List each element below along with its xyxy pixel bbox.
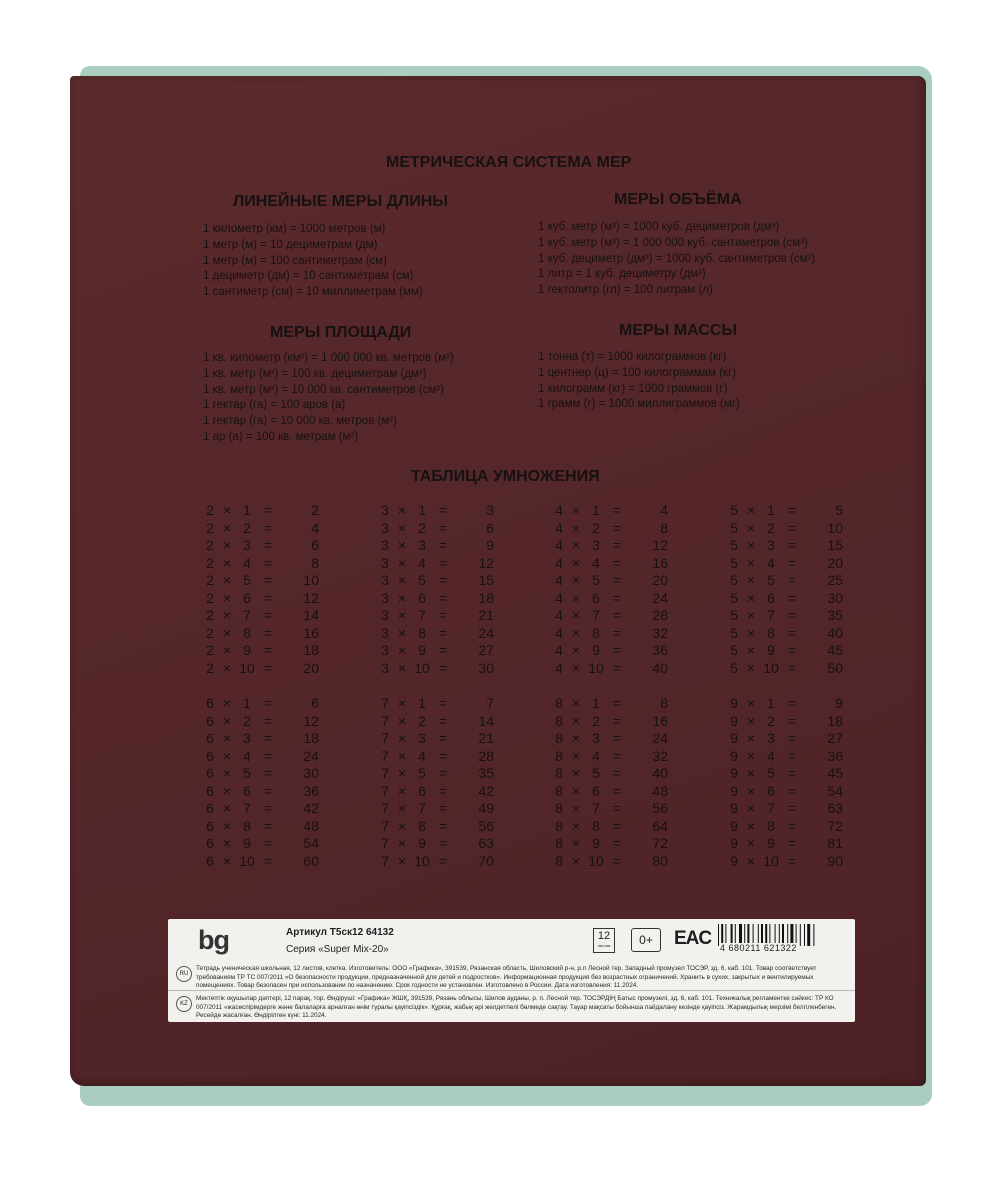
multiplication-row: 6 × 3 = 18	[206, 730, 319, 746]
multiplication-row: 5 × 6 = 30	[730, 589, 843, 606]
area-line: 1 кв. километр (км²) = 1 000 000 кв. метров (м²)	[203, 352, 454, 364]
area-list	[203, 351, 454, 446]
multiplication-row: 4 × 9 = 36	[555, 642, 668, 658]
multiplication-row: 9 × 9 = 81	[730, 835, 843, 851]
sheets-word: листов	[597, 943, 611, 948]
area-line: 1 кв. метр (м²) = 10 000 кв. сантиметров (см²)	[203, 383, 444, 396]
multiplication-row: 3 × 10 = 30	[381, 659, 494, 676]
kz-lang-badge: KZ	[176, 996, 192, 1012]
length-title: ЛИНЕЙНЫЕ МЕРЫ ДЛИНЫ	[233, 193, 448, 210]
multiplication-row: 8 × 10 = 80	[555, 852, 668, 869]
sheets-count-badge	[593, 928, 615, 953]
multiplication-block	[203, 502, 319, 677]
multiplication-block	[552, 502, 668, 677]
length-line: 1 метр (м) = 10 дециметрам (дм)	[203, 238, 378, 251]
multiplication-row: 3 × 9 = 27	[381, 642, 494, 658]
multiplication-row: 9 × 4 = 36	[730, 747, 843, 764]
length-line: 1 дециметр (дм) = 10 сантиметрам (см)	[203, 270, 414, 283]
multiplication-row: 2 × 2 = 4	[206, 519, 319, 536]
multiplication-row: 4 × 1 = 4	[555, 502, 668, 518]
multiplication-row: 4 × 8 = 32	[555, 624, 668, 641]
product-label	[168, 919, 855, 1022]
multiplication-row: 8 × 5 = 40	[555, 765, 668, 781]
multiplication-block	[727, 695, 843, 870]
multiplication-block	[378, 695, 494, 870]
length-line: 1 сантиметр (см) = 10 миллиметрам (мм)	[203, 286, 423, 299]
multiplication-row: 9 × 6 = 54	[730, 782, 843, 799]
multiplication-row: 2 × 4 = 8	[206, 554, 319, 571]
volume-line: 1 куб. метр (м³) = 1 000 000 куб. сантиметров (см³)	[538, 236, 808, 249]
multiplication-row: 7 × 7 = 49	[381, 800, 494, 816]
multiplication-row: 9 × 3 = 27	[730, 730, 843, 746]
kz-description: Мектептік оқушылар дәптері, 12 парақ, тор. Өндіруші: «Графика» ЖШҚ, 391539, Рязань облысы, Шилов ауданы, р. п. Лесной тер. ТОСЭРДІҢ Батыс промузелі, зд. 6, каб. 101. Техникалық регламентке сәйкес: ТР КО 007/2011 «жасөспірімдерге және балаларға арналған өнім туралы қауіпсіздік». Құрғақ, жабық әрі желдетпелі бөлмеде сақтау. Тауар мақсаты бойынша пайдалану кезінде қауіпсіз. Жарамдылық мерзімі белгіленбеген. Ресейде жасалған. Өндірілген күні: 11.2024.	[196, 995, 837, 1019]
multiplication-row: 7 × 10 = 70	[381, 852, 494, 869]
multiplication-row: 6 × 10 = 60	[206, 852, 319, 869]
mass-line: 1 грамм (г) = 1000 миллиграммов (мг)	[538, 398, 740, 411]
mass-line: 1 килограмм (кг) = 1000 граммов (г)	[538, 382, 728, 395]
multiplication-block	[727, 502, 843, 677]
multiplication-row: 3 × 3 = 9	[381, 537, 494, 553]
multiplication-row: 7 × 4 = 28	[381, 747, 494, 764]
multiplication-row: 4 × 6 = 24	[555, 589, 668, 606]
main-title: МЕТРИЧЕСКАЯ СИСТЕМА МЕР	[386, 154, 632, 171]
mass-line: 1 центнер (ц) = 100 килограммам (кг)	[538, 366, 737, 379]
multiplication-row: 9 × 10 = 90	[730, 852, 843, 869]
multiplication-row: 5 × 5 = 25	[730, 572, 843, 588]
multiplication-row: 8 × 8 = 64	[555, 817, 668, 834]
multiplication-row: 3 × 8 = 24	[381, 624, 494, 641]
multiplication-row: 3 × 6 = 18	[381, 589, 494, 606]
multiplication-row: 8 × 6 = 48	[555, 782, 668, 799]
series-name: Серия «Super Mix-20»	[286, 944, 389, 955]
length-line: 1 километр (км) = 1000 метров (м)	[203, 223, 386, 235]
multiplication-row: 6 × 2 = 12	[206, 712, 319, 729]
multiplication-row: 8 × 4 = 32	[555, 747, 668, 764]
volume-line: 1 литр = 1 куб. дециметру (дм³)	[538, 268, 706, 281]
multiplication-row: 9 × 7 = 63	[730, 800, 843, 816]
area-line: 1 гектар (га) = 100 аров (а)	[203, 399, 346, 412]
multiplication-row: 5 × 3 = 15	[730, 537, 843, 553]
multiplication-row: 5 × 2 = 10	[730, 519, 843, 536]
multiplication-row: 2 × 1 = 2	[206, 502, 319, 518]
mass-line: 1 тонна (т) = 1000 килограммов (кг)	[538, 351, 727, 363]
multiplication-row: 2 × 6 = 12	[206, 589, 319, 606]
area-line: 1 ар (а) = 100 кв. метрам (м²)	[203, 430, 359, 443]
multiplication-row: 7 × 5 = 35	[381, 765, 494, 781]
multiplication-row: 8 × 9 = 72	[555, 835, 668, 851]
multiplication-row: 9 × 1 = 9	[730, 695, 843, 711]
multiplication-row: 4 × 7 = 28	[555, 607, 668, 623]
eac-mark: EAC	[674, 928, 712, 949]
multiplication-row: 3 × 7 = 21	[381, 607, 494, 623]
article-number: Артикул Т5ск12 64132	[286, 927, 394, 938]
multiplication-row: 6 × 8 = 48	[206, 817, 319, 834]
area-line: 1 гектар (га) = 10 000 кв. метров (м²)	[203, 415, 397, 428]
multiplication-row: 3 × 1 = 3	[381, 502, 494, 518]
multiplication-block	[203, 695, 319, 870]
multiplication-row: 7 × 8 = 56	[381, 817, 494, 834]
multiplication-row: 9 × 5 = 45	[730, 765, 843, 781]
multiplication-row: 8 × 7 = 56	[555, 800, 668, 816]
multiplication-row: 7 × 6 = 42	[381, 782, 494, 799]
multiplication-row: 7 × 2 = 14	[381, 712, 494, 729]
label-divider	[168, 990, 855, 991]
mass-title: МЕРЫ МАССЫ	[619, 322, 738, 339]
multiplication-row: 5 × 10 = 50	[730, 659, 843, 676]
multiplication-row: 2 × 8 = 16	[206, 624, 319, 641]
multiplication-row: 5 × 8 = 40	[730, 624, 843, 641]
multiplication-row: 6 × 7 = 42	[206, 800, 319, 816]
length-list	[203, 222, 423, 301]
multiplication-row: 6 × 5 = 30	[206, 765, 319, 781]
multiplication-row: 7 × 3 = 21	[381, 730, 494, 746]
multiplication-row: 6 × 4 = 24	[206, 747, 319, 764]
volume-line: 1 гектолитр (гл) = 100 литрам (л)	[538, 284, 713, 297]
multiplication-row: 9 × 8 = 72	[730, 817, 843, 834]
multiplication-row: 4 × 3 = 12	[555, 537, 668, 553]
multiplication-row: 6 × 1 = 6	[206, 695, 319, 711]
multiplication-row: 2 × 5 = 10	[206, 572, 319, 588]
ru-lang-badge: RU	[176, 966, 192, 982]
mass-list	[538, 350, 740, 413]
volume-line: 1 куб. метр (м³) = 1000 куб. дециметров (дм³)	[538, 221, 780, 233]
area-line: 1 кв. метр (м²) = 100 кв. дециметрам (дм²)	[203, 367, 427, 380]
multiplication-title: ТАБЛИЦА УМНОЖЕНИЯ	[411, 468, 600, 485]
multiplication-row: 3 × 4 = 12	[381, 554, 494, 571]
multiplication-row: 5 × 4 = 20	[730, 554, 843, 571]
multiplication-row: 5 × 9 = 45	[730, 642, 843, 658]
multiplication-row: 2 × 7 = 14	[206, 607, 319, 623]
multiplication-row: 9 × 2 = 18	[730, 712, 843, 729]
volume-list	[538, 220, 815, 299]
multiplication-block	[378, 502, 494, 677]
age-rating-badge: 0+	[631, 928, 661, 952]
multiplication-row: 6 × 9 = 54	[206, 835, 319, 851]
multiplication-row: 4 × 2 = 8	[555, 519, 668, 536]
multiplication-row: 3 × 5 = 15	[381, 572, 494, 588]
ru-description: Тетрадь ученическая школьная, 12 листов, клетка. Изготовитель: ООО «Графика», 391539, Рязанская область, Шиловский р-н, р.п Лесной тер. Западный промузел ТОСЭР, зд. 6, каб. 101. Товар соответствует требованиям ТР ТС 007/2011 «О безопасности продукции, предназначенной для детей и подростков». Информационная продукция без возрастных ограничений. Хранить в сухих, закрытых и вентилируемых помещениях. Товар безопасен при использовании по назначению. Срок годности не установлен. Изготовлено в России. Дата изготовления: 11.2024.	[196, 965, 817, 989]
length-line: 1 метр (м) = 100 сантиметрам (см)	[203, 254, 388, 267]
multiplication-row: 3 × 2 = 6	[381, 519, 494, 536]
sheets-count: 12	[597, 930, 611, 942]
multiplication-row: 2 × 3 = 6	[206, 537, 319, 553]
multiplication-row: 6 × 6 = 36	[206, 782, 319, 799]
multiplication-row: 2 × 9 = 18	[206, 642, 319, 658]
multiplication-row: 2 × 10 = 20	[206, 659, 319, 676]
volume-line: 1 куб. дециметр (дм³) = 1000 куб. сантиметров (см³)	[538, 252, 816, 265]
multiplication-row: 5 × 1 = 5	[730, 502, 843, 518]
brand-logo: bg	[198, 925, 229, 955]
multiplication-row: 8 × 1 = 8	[555, 695, 668, 711]
multiplication-row: 5 × 7 = 35	[730, 607, 843, 623]
area-title: МЕРЫ ПЛОЩАДИ	[270, 324, 412, 341]
multiplication-row: 7 × 1 = 7	[381, 695, 494, 711]
multiplication-row: 4 × 4 = 16	[555, 554, 668, 571]
multiplication-row: 4 × 10 = 40	[555, 659, 668, 676]
multiplication-block	[552, 695, 668, 870]
multiplication-row: 8 × 3 = 24	[555, 730, 668, 746]
multiplication-row: 4 × 5 = 20	[555, 572, 668, 588]
multiplication-row: 8 × 2 = 16	[555, 712, 668, 729]
multiplication-row: 7 × 9 = 63	[381, 835, 494, 851]
barcode-number: 4 680211 621322	[720, 943, 797, 953]
volume-title: МЕРЫ ОБЪЁМА	[614, 191, 742, 208]
